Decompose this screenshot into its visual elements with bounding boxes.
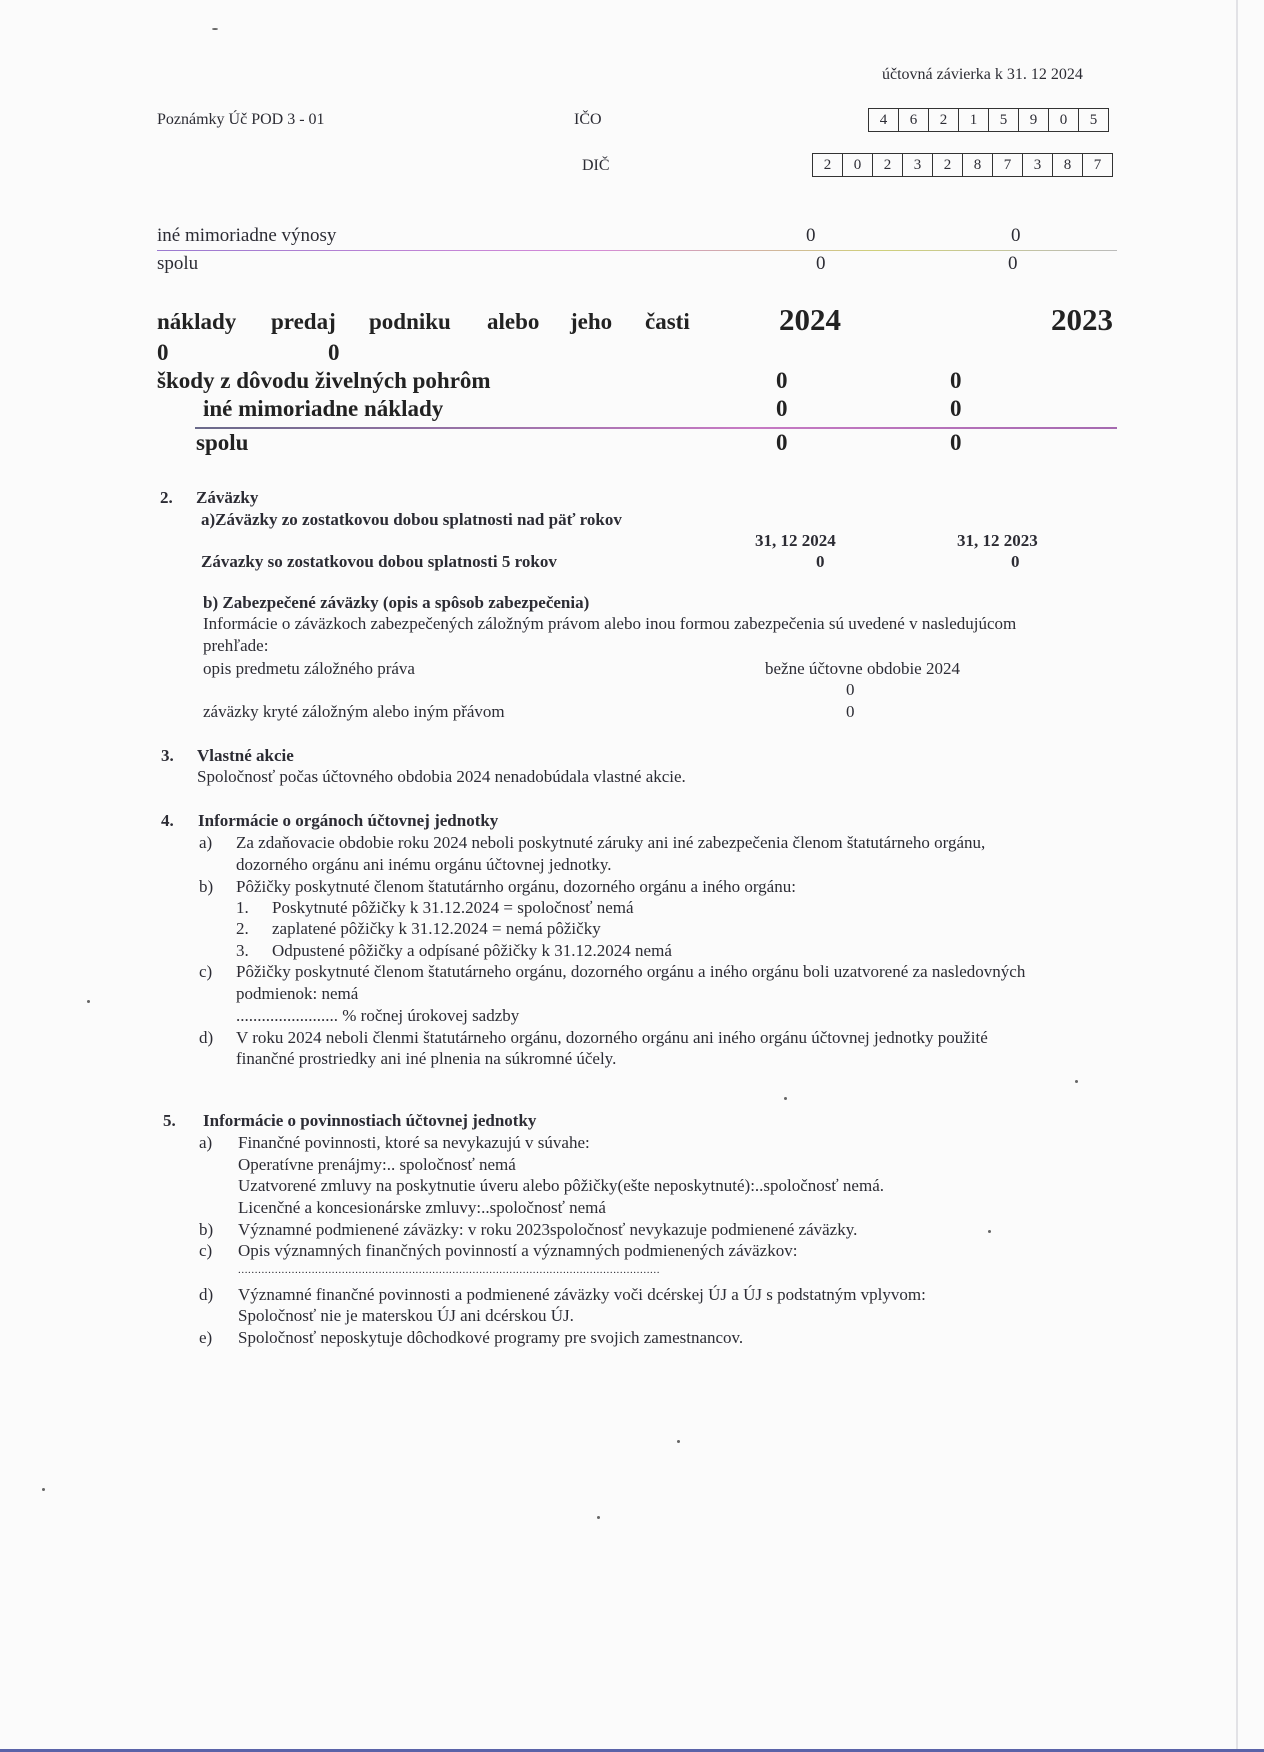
loan-item-number: 1. bbox=[236, 898, 249, 917]
costs-total-2023: 0 bbox=[950, 430, 962, 455]
income-row-2024: 0 bbox=[806, 225, 816, 246]
costs-heading-word: časti bbox=[645, 309, 690, 334]
section-4c-mark: c) bbox=[199, 962, 213, 981]
section-2b-row-label: záväzky kryté záložným alebo iným přávom bbox=[203, 702, 505, 721]
scan-speck bbox=[1075, 1080, 1078, 1083]
section-5b-text: Významné podmienené záväzky: v roku 2023spoločnosť nevykazuje podmienené záväzky. bbox=[238, 1220, 858, 1239]
section-2-number: 2. bbox=[160, 488, 173, 507]
ico-digit: 6 bbox=[898, 109, 928, 131]
loan-item-text: Poskytnuté pôžičky k 31.12.2024 = spoločnosť nemá bbox=[272, 898, 634, 917]
section-4d-text: V roku 2024 neboli členmi štatutárneho orgánu, dozorného orgánu ani iného orgánu účtovnej jednotky použité bbox=[236, 1028, 988, 1047]
section-5d-text: Významné finančné povinnosti a podmienené záväzky voči dcérskej ÚJ a ÚJ s podstatným vplyvom: bbox=[238, 1285, 926, 1304]
section-5a-text: Licenčné a koncesionárske zmluvy:..spoločnosť nemá bbox=[238, 1198, 606, 1217]
dic-label: DIČ bbox=[582, 157, 610, 174]
dic-boxes bbox=[812, 153, 1113, 177]
scan-speck bbox=[212, 28, 218, 30]
costs-heading-word: alebo bbox=[487, 309, 540, 334]
dic-digit: 7 bbox=[1082, 154, 1112, 176]
section-5a-text: Uzatvorené zmluvy na poskytnutie úveru alebo pôžičky(ešte neposkytnuté):..spoločnosť nemá. bbox=[238, 1176, 884, 1195]
loan-item-number: 3. bbox=[236, 941, 249, 960]
ico-label: IČO bbox=[574, 111, 602, 128]
costs-row0-2024: 0 bbox=[157, 340, 169, 365]
section-5e-mark: e) bbox=[199, 1328, 213, 1347]
costs-total-label: spolu bbox=[196, 430, 249, 455]
section-2a-row-label: Závazky so zostatkovou dobou splatnosti 5 rokov bbox=[201, 552, 557, 571]
section-5e-text: Spoločnosť neposkytuje dôchodkové programy pre svojich zamestnancov. bbox=[238, 1328, 744, 1347]
section-5d-mark: d) bbox=[199, 1285, 214, 1304]
section-4b-text: Pôžičky poskytnuté členom štatutárnho orgánu, dozorného orgánu a iného orgánu: bbox=[236, 877, 796, 896]
costs-row-label: iné mimoriadne náklady bbox=[203, 396, 444, 421]
ico-digit: 5 bbox=[988, 109, 1018, 131]
section-3-text: Spoločnosť počas účtovného obdobia 2024 nenadobúdala vlastné akcie. bbox=[197, 767, 686, 786]
dic-digit: 8 bbox=[1052, 154, 1082, 176]
scan-speck bbox=[42, 1488, 45, 1491]
dic-digit: 7 bbox=[992, 154, 1022, 176]
section-4d-mark: d) bbox=[199, 1028, 214, 1047]
costs-row0-2023: 0 bbox=[328, 340, 340, 365]
section-2b-title: b) Zabezpečené záväzky (opis a spôsob zabezpečenia) bbox=[203, 593, 590, 612]
section-5a-mark: a) bbox=[199, 1133, 213, 1152]
ico-digit: 2 bbox=[928, 109, 958, 131]
section-2a-col2: 31, 12 2023 bbox=[957, 531, 1038, 550]
section-2-title: Záväzky bbox=[196, 488, 259, 507]
form-label: Poznámky Úč POD 3 - 01 bbox=[157, 111, 325, 128]
dic-digit: 3 bbox=[902, 154, 932, 176]
section-4c-text: podmienok: nemá bbox=[236, 984, 359, 1003]
section-2a-col1: 31, 12 2024 bbox=[755, 531, 836, 550]
costs-rule bbox=[195, 427, 1117, 429]
section-3-title: Vlastné akcie bbox=[197, 746, 294, 765]
income-row-2023: 0 bbox=[1011, 225, 1021, 246]
section-5-title: Informácie o povinnostiach účtovnej jednotky bbox=[203, 1111, 537, 1130]
section-2b-text: Informácie o záväzkoch zabezpečených záložným právom alebo inou formou zabezpečenia sú uvedené v nasledujúcom bbox=[203, 614, 1017, 633]
dic-digit: 0 bbox=[842, 154, 872, 176]
costs-heading-word: jeho bbox=[570, 309, 613, 334]
section-4-title: Informácie o orgánoch účtovnej jednotky bbox=[198, 811, 499, 830]
section-5a-text: Operatívne prenájmy:.. spoločnosť nemá bbox=[238, 1155, 516, 1174]
section-5d-text: Spoločnosť nie je materskou ÚJ ani dcérskou ÚJ. bbox=[238, 1306, 574, 1325]
scan-speck bbox=[784, 1097, 787, 1100]
ico-digit: 5 bbox=[1078, 109, 1108, 131]
section-2a-title: a)Záväzky zo zostatkovou dobou splatnosti nad päť rokov bbox=[201, 510, 622, 529]
section-5a-text: Finančné povinnosti, ktoré sa nevykazujú v súvahe: bbox=[238, 1133, 590, 1152]
ico-boxes bbox=[868, 108, 1109, 132]
section-4b-mark: b) bbox=[199, 877, 214, 896]
loan-item-text: zaplatené pôžičky k 31.12.2024 = nemá pôžičky bbox=[272, 919, 601, 938]
costs-year-2024: 2024 bbox=[779, 302, 841, 337]
costs-heading-word: predaj bbox=[271, 309, 336, 334]
section-4a-text: Za zdaňovacie obdobie roku 2024 neboli poskytnuté záruky ani iné zabezpečenia členom štatutárneho orgánu, bbox=[236, 833, 986, 852]
section-4a-mark: a) bbox=[199, 833, 213, 852]
loan-item-number: 2. bbox=[236, 919, 249, 938]
section-5-number: 5. bbox=[163, 1111, 176, 1130]
ico-digit: 0 bbox=[1048, 109, 1078, 131]
scan-speck bbox=[597, 1516, 600, 1519]
section-4c-rate: ........................ % ročnej úrokovej sadzby bbox=[236, 1006, 520, 1025]
section-4d-text: finančné prostriedky ani iné plnenia na súkromné účely. bbox=[236, 1049, 617, 1068]
statement-date: účtovná závierka k 31. 12 2024 bbox=[882, 66, 1083, 83]
costs-heading-word: podniku bbox=[369, 309, 451, 334]
section-2b-col-label: opis predmetu záložného práva bbox=[203, 659, 415, 678]
section-5c-text: Opis významných finančných povinností a významných podmienených záväzkov: bbox=[238, 1241, 798, 1260]
section-2b-col-head: bežne účtovne obdobie 2024 bbox=[765, 659, 960, 678]
income-total-2024: 0 bbox=[816, 253, 826, 274]
section-3-number: 3. bbox=[161, 746, 174, 765]
costs-row-2024: 0 bbox=[776, 368, 788, 393]
costs-year-2023: 2023 bbox=[1051, 302, 1113, 337]
section-2a-row-v2: 0 bbox=[1011, 552, 1020, 571]
costs-row-2023: 0 bbox=[950, 396, 962, 421]
section-5c-mark: c) bbox=[199, 1241, 213, 1260]
section-2b-v1: 0 bbox=[846, 680, 855, 699]
income-total-label: spolu bbox=[157, 253, 199, 274]
section-2a-row-v1: 0 bbox=[816, 552, 825, 571]
section-4a-text: dozorného orgánu ani inému orgánu účtovnej jednotky. bbox=[236, 855, 612, 874]
section-2b-v2: 0 bbox=[846, 702, 855, 721]
income-row-label: iné mimoriadne výnosy bbox=[157, 225, 337, 246]
ico-digit: 9 bbox=[1018, 109, 1048, 131]
section-4-number: 4. bbox=[161, 811, 174, 830]
scan-edge-right bbox=[1236, 0, 1238, 1752]
costs-row-2023: 0 bbox=[950, 368, 962, 393]
scan-speck bbox=[87, 1000, 90, 1003]
section-4c-text: Pôžičky poskytnuté členom štatutárneho orgánu, dozorného orgánu a iného orgánu boli uzatvorené za nasledovných bbox=[236, 962, 1026, 981]
costs-row-label: škody z dôvodu živelných pohrôm bbox=[157, 368, 491, 393]
section-2b-text: prehľade: bbox=[203, 636, 269, 655]
dic-digit: 2 bbox=[823, 157, 832, 173]
section-5c-dots: .............................................................................................................................. bbox=[238, 1264, 661, 1276]
rainbow-rule bbox=[157, 250, 1117, 251]
dic-digit: 8 bbox=[962, 154, 992, 176]
costs-heading-word: náklady bbox=[157, 309, 237, 334]
scan-speck bbox=[988, 1230, 991, 1233]
dic-digit: 2 bbox=[932, 154, 962, 176]
dic-digit: 3 bbox=[1022, 154, 1052, 176]
costs-total-2024: 0 bbox=[776, 430, 788, 455]
dic-digit: 2 bbox=[872, 154, 902, 176]
ico-digit: 4 bbox=[879, 112, 888, 128]
costs-row-2024: 0 bbox=[776, 396, 788, 421]
ico-digit: 1 bbox=[958, 109, 988, 131]
scan-speck bbox=[677, 1440, 680, 1443]
loan-item-text: Odpustené pôžičky a odpísané pôžičky k 31.12.2024 nemá bbox=[272, 941, 672, 960]
income-total-2023: 0 bbox=[1008, 253, 1018, 274]
section-5b-mark: b) bbox=[199, 1220, 214, 1239]
